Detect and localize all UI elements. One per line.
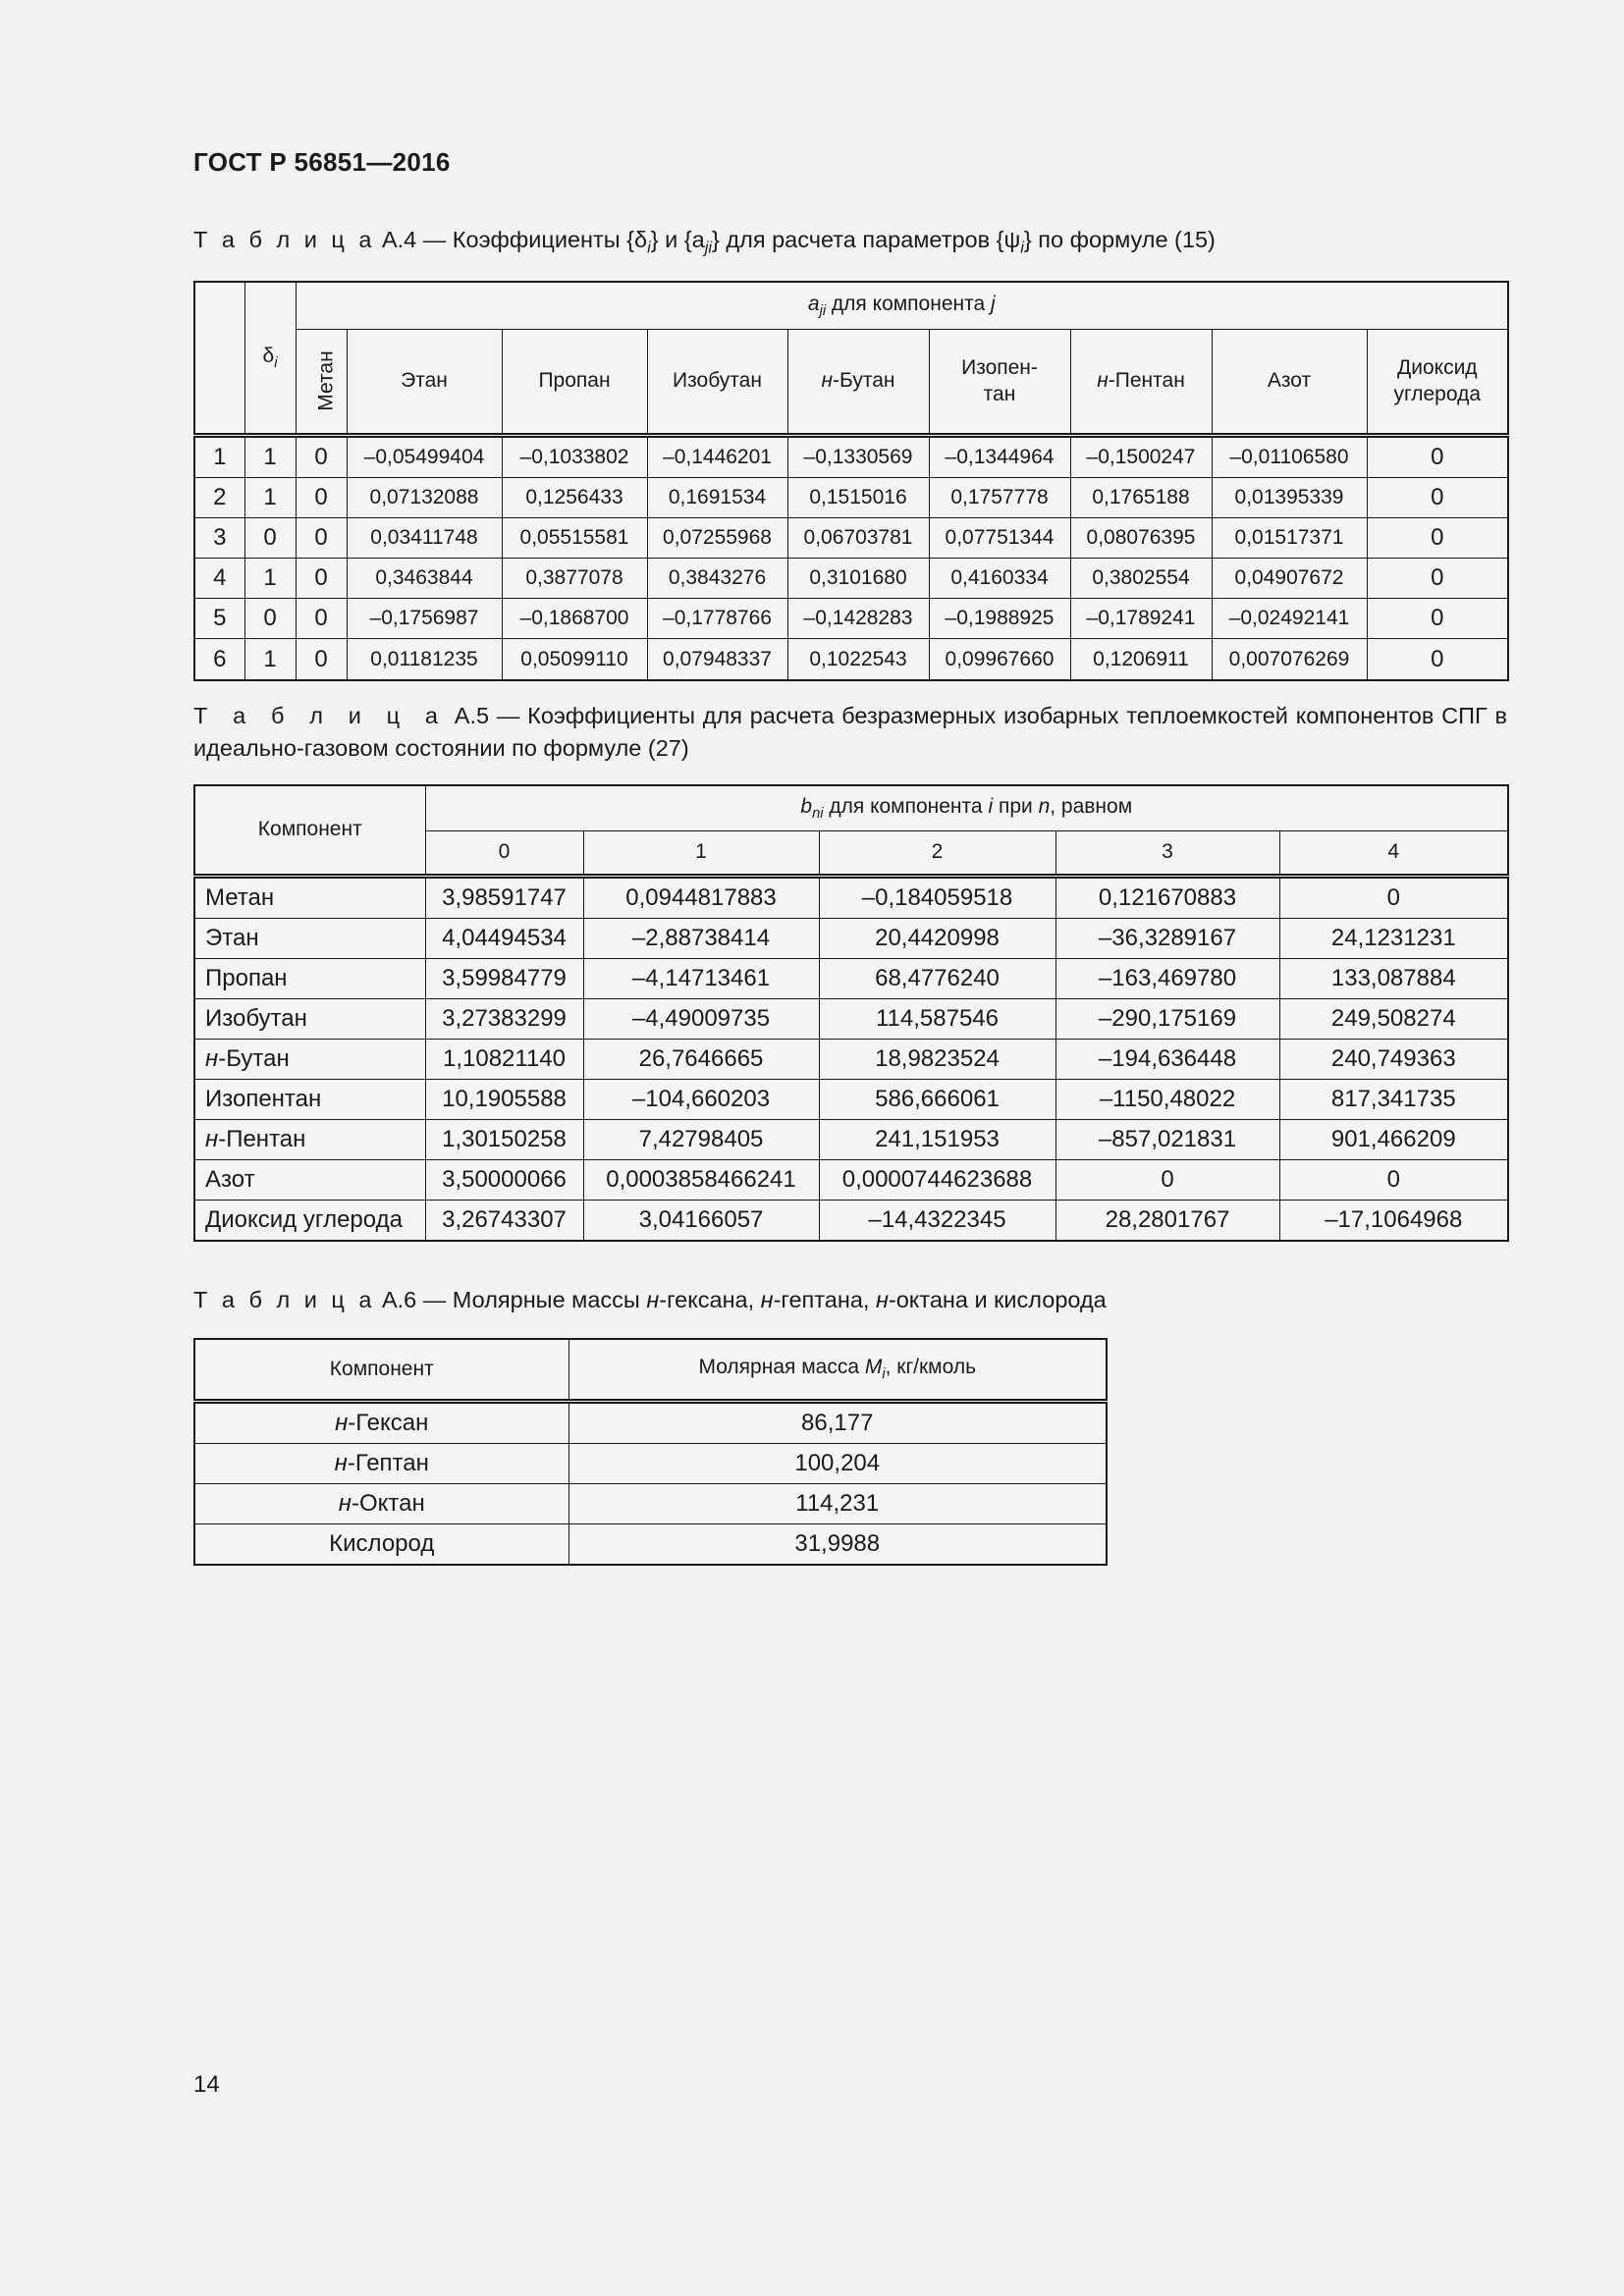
name-text: Изопентан [205,1085,322,1112]
table-row [194,876,1508,918]
coefficient-cell: –2,88738414 [583,918,819,958]
table-cell: –0,1789241 [1070,599,1212,639]
table-cell: 0 [244,517,296,558]
header-izopentan: Изопен- тан [929,329,1070,435]
component-name [194,1159,425,1200]
table-cell: 2 [194,477,244,517]
table-cell: 0,05099110 [502,639,647,680]
name-prefix: н [335,1410,349,1436]
coefficient-cell: 901,466209 [1279,1119,1508,1159]
header-n-3: 3 [1056,830,1279,876]
table-cell: 0,06703781 [787,517,929,558]
table-a5 [193,784,1509,1242]
coefficient-cell: 3,04166057 [583,1200,819,1241]
coefficient-cell: 3,26743307 [425,1200,583,1241]
component-name [194,1402,568,1444]
table-a6-caption: Т а б л и ц а А.6 — Молярные массы н-гексана, н-гептана, н-октана и кислорода [193,1287,1107,1312]
name-text: Кислород [329,1530,435,1557]
table-cell: 0,05515581 [502,517,647,558]
table-cell: 0,03411748 [347,517,502,558]
table-cell: 0 [1367,517,1508,558]
table-row [194,435,1508,477]
table-cell: –0,1988925 [929,599,1070,639]
coefficient-cell: 10,1905588 [425,1079,583,1119]
name-text: Метан [205,883,275,911]
name-text: -Гептан [347,1450,429,1476]
table-row [194,1524,1107,1566]
table-cell: 0,07948337 [647,639,787,680]
table-cell: 0,3101680 [787,559,929,599]
table-cell: –0,05499404 [347,435,502,477]
coefficient-cell: 26,7646665 [583,1039,819,1079]
table-cell: 0,4160334 [929,559,1070,599]
table-cell: –0,1756987 [347,599,502,639]
table-row [194,1200,1508,1241]
table-cell: –0,1033802 [502,435,647,477]
molar-mass-cell: 114,231 [568,1484,1107,1524]
coefficient-cell: 7,42798405 [583,1119,819,1159]
header-propan: Пропан [502,329,647,435]
table-cell: 0,1206911 [1070,639,1212,680]
name-text: Изобутан [205,1004,307,1032]
component-name [194,918,425,958]
table-row [194,958,1508,998]
coefficient-cell: –1150,48022 [1056,1079,1279,1119]
table-row [194,1039,1508,1079]
table-cell: 0,3843276 [647,559,787,599]
table-row [194,559,1508,599]
coefficient-cell: 0,0003858466241 [583,1159,819,1200]
coefficient-cell: –36,3289167 [1056,918,1279,958]
table-a5-caption: Т а б л и ц а А.5 — Коэффициенты для расчета безразмерных изобарных теплоемкостей компонентов СПГ в идеально-газовом состоянии по формуле (27) [193,703,1507,761]
header-azot: Азот [1212,329,1367,435]
coefficient-cell: 4,04494534 [425,918,583,958]
name-text: -Гексан [348,1410,429,1436]
coefficient-cell: 240,749363 [1279,1039,1508,1079]
table-cell: 0,07132088 [347,477,502,517]
header-co2: Диоксид углерода [1367,329,1508,435]
coefficient-cell: –14,4322345 [819,1200,1056,1241]
table-cell: 6 [194,639,244,680]
component-name [194,1484,568,1524]
header-component: Компонент [194,1339,568,1402]
table-cell: 0,1757778 [929,477,1070,517]
name-text: Диоксид углерода [205,1205,403,1233]
table-cell: –0,1778766 [647,599,787,639]
table-a4-caption: Т а б л и ц а А.4 — Коэффициенты $\{\delta_i\}$ и $\{a_{ji}\}$ для расчета параметров $\{\psi_i\}$ по формуле (15) [193,227,1216,257]
coefficient-cell: 0,121670883 [1056,876,1279,918]
table-row [194,918,1508,958]
coefficient-cell: –290,175169 [1056,998,1279,1039]
table-cell: –0,1868700 [502,599,647,639]
coefficient-cell: 1,30150258 [425,1119,583,1159]
header-n-pentan: н-Пентан [1070,329,1212,435]
coefficient-cell: 0 [1056,1159,1279,1200]
coefficient-cell: 133,087884 [1279,958,1508,998]
component-name [194,876,425,918]
table-cell: 0,1022543 [787,639,929,680]
header-component: Компонент [194,785,425,876]
coefficient-cell: 3,50000066 [425,1159,583,1200]
table-a4 [193,281,1509,681]
component-name [194,1119,425,1159]
header-etan: Этан [347,329,502,435]
table-cell: 0 [296,599,347,639]
coefficient-cell: 586,666061 [819,1079,1056,1119]
name-text: Азот [205,1165,255,1193]
coefficient-cell: 20,4420998 [819,918,1056,958]
coefficient-cell: 18,9823524 [819,1039,1056,1079]
coefficient-cell: –163,469780 [1056,958,1279,998]
document-header: ГОСТ Р 56851—2016 [193,147,451,177]
coefficient-cell: –0,184059518 [819,876,1056,918]
name-prefix: н [338,1490,352,1517]
component-name [194,958,425,998]
table-cell: 0,007076269 [1212,639,1367,680]
coefficient-cell: 1,10821140 [425,1039,583,1079]
coefficient-cell: 28,2801767 [1056,1200,1279,1241]
header-n-4: 4 [1279,830,1508,876]
table-cell: 1 [244,639,296,680]
coefficient-cell: –857,021831 [1056,1119,1279,1159]
table-cell: 0,1256433 [502,477,647,517]
table-row [194,477,1508,517]
name-text: -Октан [351,1490,425,1517]
coefficient-cell: 68,4776240 [819,958,1056,998]
coefficient-cell: –17,1064968 [1279,1200,1508,1241]
table-row [194,1079,1508,1119]
table-row [194,1444,1107,1484]
coefficient-cell: 24,1231231 [1279,918,1508,958]
name-prefix: н [205,1044,219,1072]
name-text: Этан [205,924,259,951]
table-cell: 0 [1367,639,1508,680]
table-cell: 0 [296,477,347,517]
name-prefix: н [205,1125,219,1152]
coefficient-cell: –4,14713461 [583,958,819,998]
table-cell: 0,1691534 [647,477,787,517]
coefficient-cell: –104,660203 [583,1079,819,1119]
table-cell: 3 [194,517,244,558]
table-cell: 1 [244,477,296,517]
header-metan: Метан [296,329,347,435]
component-name [194,1200,425,1241]
table-cell: 4 [194,559,244,599]
header-delta: $\delta_i$ [244,282,296,435]
header-n-butan: н-Бутан [787,329,929,435]
table-cell: 0 [1367,435,1508,477]
molar-mass-cell: 100,204 [568,1444,1107,1484]
table-cell: 0,3463844 [347,559,502,599]
table-cell: 0,01517371 [1212,517,1367,558]
table-cell: 0,04907672 [1212,559,1367,599]
coefficient-cell: 817,341735 [1279,1079,1508,1119]
header-n-1: 1 [583,830,819,876]
component-name [194,1524,568,1566]
table-cell: 0 [296,517,347,558]
page-number: 14 [193,2071,220,2098]
table-cell: 5 [194,599,244,639]
name-prefix: н [334,1450,348,1476]
table-cell: 1 [194,435,244,477]
table-row [194,639,1508,680]
table-a6 [193,1338,1108,1566]
table-row [194,998,1508,1039]
table-cell: 0 [1367,559,1508,599]
table-cell: 0,08076395 [1070,517,1212,558]
header-n-2: 2 [819,830,1056,876]
table-cell: 0 [244,599,296,639]
table-cell: 0 [296,639,347,680]
header-row-index [194,282,244,435]
coefficient-cell: 114,587546 [819,998,1056,1039]
table-cell: –0,1330569 [787,435,929,477]
table-row [194,1119,1508,1159]
table-cell: 0,1515016 [787,477,929,517]
coefficient-cell: 0 [1279,1159,1508,1200]
molar-mass-cell: 31,9988 [568,1524,1107,1566]
header-izobutan: Изобутан [647,329,787,435]
coefficient-cell: 3,59984779 [425,958,583,998]
table-cell: 0,01181235 [347,639,502,680]
table-cell: 0 [296,435,347,477]
coefficient-cell: 0,0000744623688 [819,1159,1056,1200]
coefficient-cell: –194,636448 [1056,1039,1279,1079]
molar-mass-cell: 86,177 [568,1402,1107,1444]
table-cell: –0,1428283 [787,599,929,639]
table-row [194,1484,1107,1524]
name-text: -Пентан [218,1125,306,1152]
header-n-0: 0 [425,830,583,876]
table-cell: 1 [244,435,296,477]
table-row [194,1402,1107,1444]
table-cell: 0,3877078 [502,559,647,599]
table-cell: 1 [244,559,296,599]
coefficient-cell: –4,49009735 [583,998,819,1039]
coefficient-cell: 241,151953 [819,1119,1056,1159]
table-cell: 0 [1367,477,1508,517]
table-cell: 0,07255968 [647,517,787,558]
table-cell: 0 [1367,599,1508,639]
table-cell: 0,09967660 [929,639,1070,680]
table-cell: –0,01106580 [1212,435,1367,477]
table-cell: 0,3802554 [1070,559,1212,599]
component-name [194,1444,568,1484]
header-group-b: $b_{ni}$ для компонента i при n, равном [425,785,1508,830]
table-cell: –0,02492141 [1212,599,1367,639]
component-name [194,1079,425,1119]
table-cell: –0,1446201 [647,435,787,477]
table-cell: 0,07751344 [929,517,1070,558]
coefficient-cell: 3,27383299 [425,998,583,1039]
name-text: Пропан [205,964,288,991]
table-row [194,599,1508,639]
table-cell: –0,1500247 [1070,435,1212,477]
table-row [194,517,1508,558]
table-cell: 0,01395339 [1212,477,1367,517]
coefficient-cell: 3,98591747 [425,876,583,918]
table-cell: –0,1344964 [929,435,1070,477]
header-group-a: $a_{ji}$ для компонента j [296,282,1508,329]
table-cell: 0,1765188 [1070,477,1212,517]
header-molar-mass: Молярная масса $M_i$, кг/кмоль [568,1339,1107,1402]
coefficient-cell: 0,0944817883 [583,876,819,918]
coefficient-cell: 249,508274 [1279,998,1508,1039]
component-name [194,1039,425,1079]
name-text: -Бутан [218,1044,290,1072]
table-cell: 0 [296,559,347,599]
table-row [194,1159,1508,1200]
component-name [194,998,425,1039]
coefficient-cell: 0 [1279,876,1508,918]
